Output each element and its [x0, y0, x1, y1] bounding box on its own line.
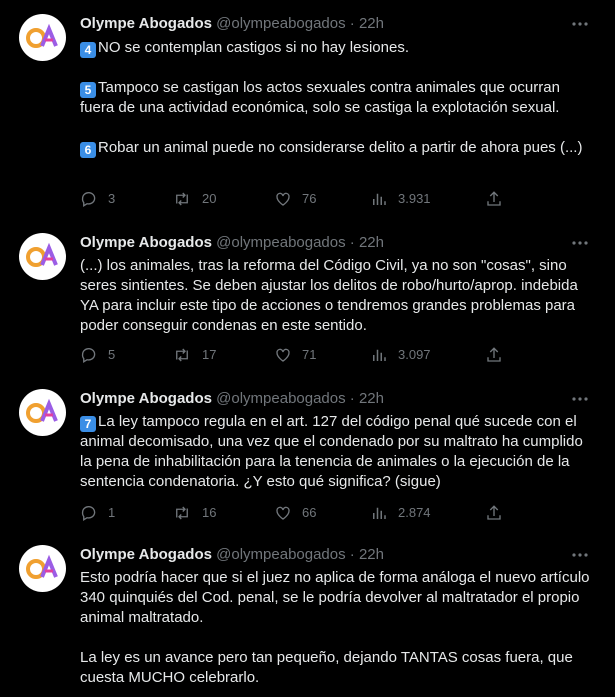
tweet-actions: [80, 189, 510, 209]
share-button[interactable]: [485, 189, 513, 209]
author-name[interactable]: Olympe Abogados: [80, 546, 212, 563]
heart-icon: [274, 346, 292, 364]
heart-icon: [274, 504, 292, 522]
keycap-4-icon: 4: [80, 42, 96, 58]
keycap-5-icon: 5: [80, 82, 96, 98]
reply-count: 3: [108, 191, 116, 206]
timestamp[interactable]: 22h: [358, 234, 384, 251]
reply-count: 1: [108, 505, 116, 520]
views-icon: [370, 190, 388, 208]
timestamp[interactable]: 22h: [358, 546, 384, 563]
reply-icon: [80, 504, 98, 522]
tweet-text: [80, 568, 590, 688]
tweet-text: [80, 38, 590, 158]
views-icon: [370, 504, 388, 522]
tweet-header: [80, 233, 384, 253]
separator-dot: ·: [349, 234, 355, 251]
tweet-4[interactable]: [0, 545, 615, 697]
views-count: 2.874: [398, 505, 431, 520]
tweet-text: [80, 412, 590, 492]
avatar[interactable]: [19, 545, 66, 592]
author-name[interactable]: Olympe Abogados: [80, 234, 212, 251]
reply-icon: [80, 190, 98, 208]
share-button[interactable]: [485, 345, 513, 365]
separator-dot: ·: [349, 390, 355, 407]
reply-button[interactable]: [80, 345, 115, 365]
keycap-7-icon: 7: [80, 416, 96, 432]
more-icon[interactable]: [570, 17, 590, 31]
separator-dot: ·: [349, 546, 355, 563]
tweet-header: [80, 545, 384, 565]
tweet-paragraph: La ley tampoco regula en el art. 127 del código penal qué sucede con el animal decomisado, una vez que el condenado por su maltrato ha cumplido la pena de inhabilitación para la tenencia de animales o la ejecución de la sentencia condenatoria. ¿Y esto qué significa? (sigue): [80, 413, 583, 490]
tweet-paragraph: NO se contemplan castigos si no hay lesiones.: [98, 39, 409, 56]
avatar[interactable]: [19, 389, 66, 436]
author-handle[interactable]: @olympeabogados: [216, 15, 346, 32]
retweet-button[interactable]: [172, 189, 216, 209]
share-icon: [485, 190, 503, 208]
views-count: 3.097: [398, 347, 431, 362]
timestamp[interactable]: 22h: [358, 390, 384, 407]
avatar[interactable]: [19, 14, 66, 61]
tweet-text: [80, 256, 590, 336]
like-button[interactable]: [274, 503, 316, 523]
like-count: 76: [302, 191, 317, 206]
views-icon: [370, 346, 388, 364]
tweet-paragraph: Robar un animal puede no considerarse delito a partir de ahora pues (...): [98, 139, 583, 156]
author-name[interactable]: Olympe Abogados: [80, 15, 212, 32]
author-name[interactable]: Olympe Abogados: [80, 390, 212, 407]
retweet-button[interactable]: [172, 503, 216, 523]
timestamp[interactable]: 22h: [358, 15, 384, 32]
like-count: 71: [302, 347, 317, 362]
author-handle[interactable]: @olympeabogados: [216, 234, 346, 251]
share-icon: [485, 504, 503, 522]
separator-dot: ·: [349, 15, 355, 32]
retweet-icon: [172, 504, 192, 522]
reply-button[interactable]: [80, 503, 115, 523]
tweet-2[interactable]: [0, 233, 615, 378]
more-icon[interactable]: [570, 392, 590, 406]
reply-icon: [80, 346, 98, 364]
tweet-paragraph: Esto podría hacer que si el juez no aplica de forma análoga el nuevo artículo 340 quinquiés del Cod. penal, se le podría devolver al maltratador el propio animal maltratado.: [80, 569, 590, 626]
share-icon: [485, 346, 503, 364]
author-handle[interactable]: @olympeabogados: [216, 390, 346, 407]
views-button[interactable]: [370, 345, 431, 365]
tweet-paragraph: Tampoco se castigan los actos sexuales contra animales que ocurran fuera de una actividad económica, solo se castiga la explotación sexual.: [80, 79, 560, 116]
retweet-count: 20: [202, 191, 217, 206]
author-handle[interactable]: @olympeabogados: [216, 546, 346, 563]
keycap-6-icon: 6: [80, 142, 96, 158]
retweet-count: 16: [202, 505, 217, 520]
tweet-actions: [80, 345, 510, 365]
views-button[interactable]: [370, 189, 431, 209]
retweet-icon: [172, 190, 192, 208]
more-icon[interactable]: [570, 236, 590, 250]
views-count: 3.931: [398, 191, 431, 206]
avatar[interactable]: [19, 233, 66, 280]
tweet-1[interactable]: [0, 14, 615, 219]
tweet-paragraph: La ley es un avance pero tan pequeño, dejando TANTAS cosas fuera, que cuesta MUCHO celebrarlo.: [80, 649, 573, 686]
tweet-header: [80, 14, 384, 34]
more-icon[interactable]: [570, 548, 590, 562]
share-button[interactable]: [485, 503, 513, 523]
like-button[interactable]: [274, 189, 316, 209]
tweet-3[interactable]: [0, 389, 615, 534]
tweet-header: [80, 389, 384, 409]
like-count: 66: [302, 505, 317, 520]
retweet-button[interactable]: [172, 345, 216, 365]
retweet-count: 17: [202, 347, 217, 362]
like-button[interactable]: [274, 345, 316, 365]
reply-button[interactable]: [80, 189, 115, 209]
retweet-icon: [172, 346, 192, 364]
heart-icon: [274, 190, 292, 208]
tweet-actions: [80, 503, 510, 523]
reply-count: 5: [108, 347, 116, 362]
tweet-paragraph: (...) los animales, tras la reforma del Código Civil, ya no son "cosas", sino seres sintientes. Se deben ajustar los delitos de robo/hurto/aprop. indebida YA para incluir este tipo de acciones o tendremos grandes problemas para poder conseguir condenas en este sentido.: [80, 257, 578, 334]
views-button[interactable]: [370, 503, 431, 523]
